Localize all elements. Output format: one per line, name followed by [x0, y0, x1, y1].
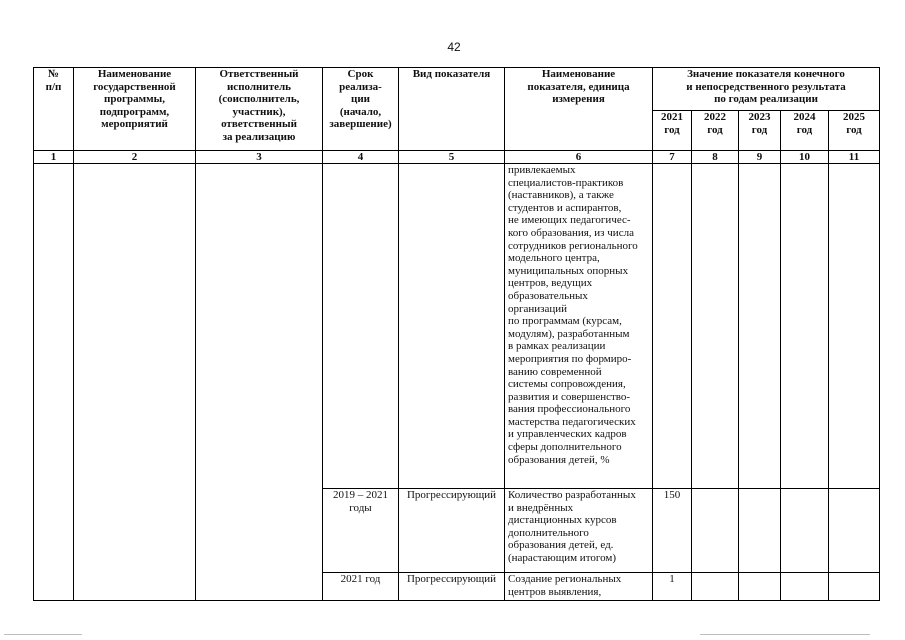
page-number: 42: [447, 40, 461, 54]
header-indicator-name: [505, 68, 653, 151]
cell-value-2025: [829, 573, 880, 601]
header-indicator-name-label: Наименование показателя, единица измерения: [527, 68, 630, 106]
header-year-2021: [653, 111, 692, 151]
column-number: 6: [505, 151, 653, 164]
header-year-2023-label: 2023 год: [748, 111, 771, 136]
header-period-label: Срок реализа- ции (начало, завершение): [329, 68, 392, 131]
column-number: 7: [653, 151, 692, 164]
cell-indicator-type: Прогрессирующий: [399, 573, 505, 601]
header-program: [74, 68, 196, 151]
cell-value-2025: [829, 164, 880, 489]
cell-value-2022: [692, 164, 739, 489]
scan-edge-line-left: [4, 634, 82, 635]
cell-value-2025: [829, 489, 880, 573]
header-year-2022-label: 2022 год: [704, 111, 726, 136]
header-number: [34, 68, 74, 151]
cell-value-2023: [739, 573, 781, 601]
cell-period: [323, 164, 399, 489]
cell-indicator-name: Количество разработанных и внедрённых дистанционных курсов дополнительного образования детей, ед. (нарастающим итогом): [505, 489, 653, 573]
cell-value-2023: [739, 489, 781, 573]
cell-value-2024: [781, 164, 829, 489]
column-number: 11: [829, 151, 880, 164]
cell-period: 2019 – 2021 годы: [323, 489, 399, 573]
indicators-table: [33, 67, 880, 601]
cell-number-empty: [34, 164, 74, 601]
cell-value-2024: [781, 573, 829, 601]
column-number: 2: [74, 151, 196, 164]
cell-period: 2021 год: [323, 573, 399, 601]
header-year-2024-label: 2024 год: [793, 111, 816, 136]
scan-edge-line-right: [700, 634, 870, 635]
header-values-group: [653, 68, 880, 111]
header-year-2022: [692, 111, 739, 151]
table-row: [34, 164, 880, 489]
header-row-1: [34, 68, 880, 111]
cell-value-2022: [692, 489, 739, 573]
header-program-label: Наименование государственной программы, подпрограмм, мероприятий: [93, 68, 176, 131]
header-executor: [196, 68, 323, 151]
column-numbers-row: [34, 151, 880, 164]
cell-indicator-type: Прогрессирующий: [399, 489, 505, 573]
header-values-group-label: Значение показателя конечного и непосредственного результата по годам реализации: [686, 68, 846, 106]
column-number: 1: [34, 151, 74, 164]
header-year-2025-label: 2025 год: [843, 111, 865, 136]
column-number: 9: [739, 151, 781, 164]
cell-indicator-type: [399, 164, 505, 489]
cell-value-2021: [653, 164, 692, 489]
cell-value-2022: [692, 573, 739, 601]
cell-program-empty: [74, 164, 196, 601]
cell-value-2023: [739, 164, 781, 489]
header-year-2021-label: 2021 год: [661, 111, 683, 136]
column-number: 3: [196, 151, 323, 164]
cell-executor-empty: [196, 164, 323, 601]
cell-value-2021: 1: [653, 573, 692, 601]
cell-indicator-name: привлекаемых специалистов-практиков (наставников), а также студентов и аспирантов, не имеющих педагогичес- кого образования, из числа сотрудников регионального модельного центра, муниципальных опорных центров, ведущих образовательных организаций по программам (курсам, модулям), разработанным в рамках реализации мероприятия по формиро- ванию современной системы сопровождения, развития и совершенство- вания профессионального мастерства педагогических и управленческих кадров сферы дополнительного образования детей, %: [505, 164, 653, 489]
header-year-2024: [781, 111, 829, 151]
header-number-label: № п/п: [45, 68, 62, 93]
column-number: 5: [399, 151, 505, 164]
cell-indicator-name: Создание региональных центров выявления,: [505, 573, 653, 601]
header-year-2023: [739, 111, 781, 151]
cell-value-2021: 150: [653, 489, 692, 573]
column-number: 10: [781, 151, 829, 164]
cell-value-2024: [781, 489, 829, 573]
header-year-2025: [829, 111, 880, 151]
header-period: [323, 68, 399, 151]
header-indicator-type: [399, 68, 505, 151]
header-executor-label: Ответственный исполнитель (соисполнитель, участник), ответственный за реализацию: [218, 68, 300, 143]
header-indicator-type-label: Вид показателя: [412, 68, 491, 80]
column-number: 4: [323, 151, 399, 164]
column-number: 8: [692, 151, 739, 164]
